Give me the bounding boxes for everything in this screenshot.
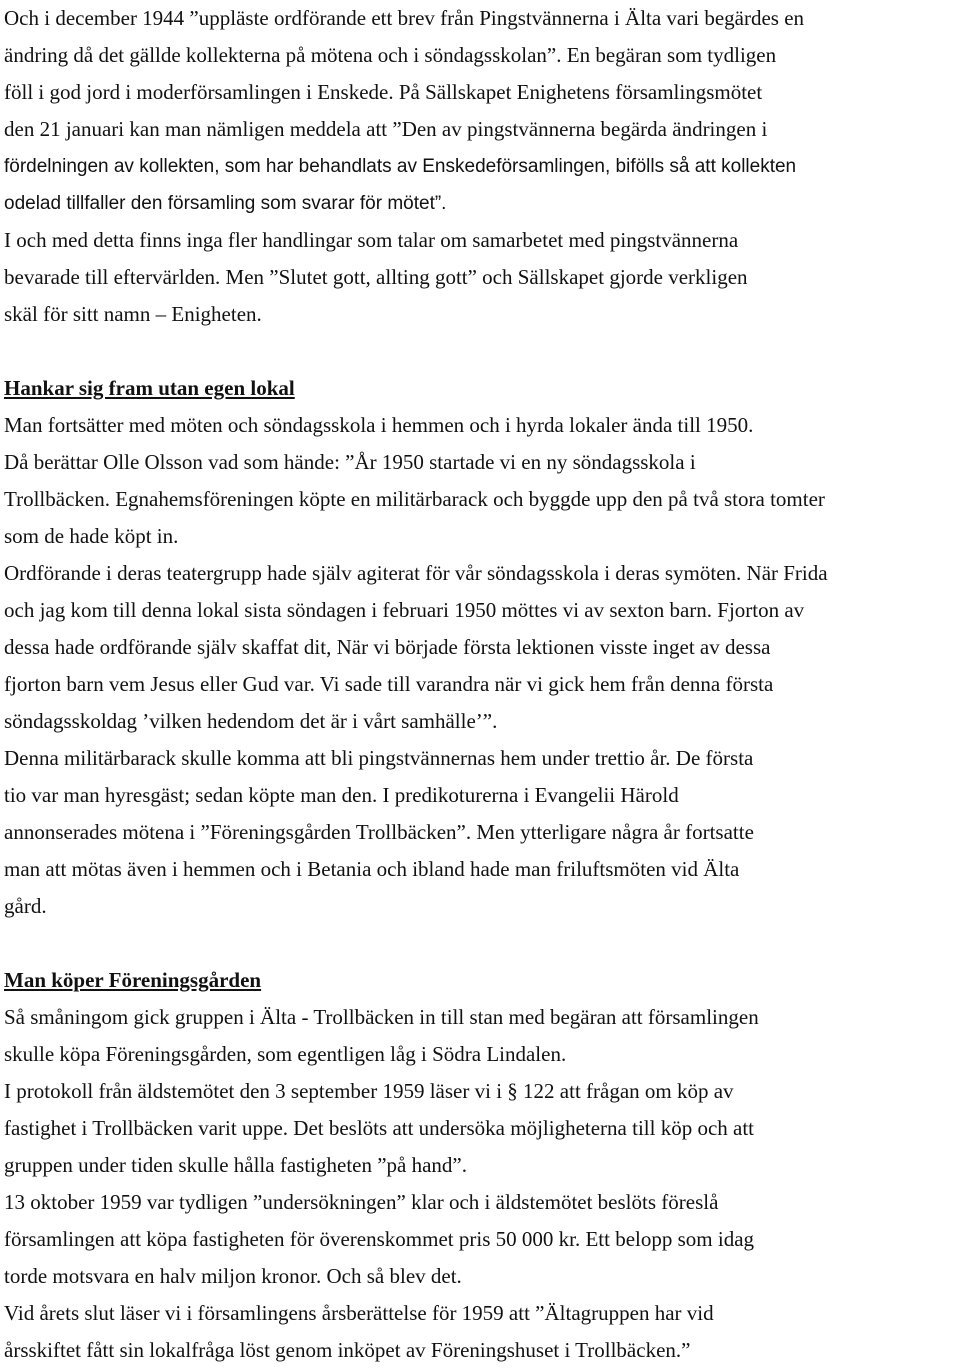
text-line: ändring då det gällde kollekterna på mötena och i söndagsskolan”. En begäran som tydligen (4, 43, 777, 67)
hankar-section (4, 370, 956, 925)
text-line: Och i december 1944 ”uppläste ordförande ett brev från Pingstvännerna i Älta vari begärdes en (4, 6, 805, 30)
text-line: och jag kom till denna lokal sista söndagen i februari 1950 möttes vi av sexton barn. Fjorton av (4, 598, 805, 622)
document-page (4, 0, 956, 1369)
text-line: odelad tillfaller den församling som svarar för mötet”. (4, 193, 447, 214)
text-line: församlingen att köpa fastigheten för överenskommet pris 50 000 kr. Ett belopp som idag (4, 1227, 755, 1251)
text-line: skäl för sitt namn – Enigheten. (4, 302, 262, 326)
text-line: annonserades mötena i ”Föreningsgården Trollbäcken”. Men ytterligare några år fortsatte (4, 820, 754, 844)
section-heading: Hankar sig fram utan egen lokal (4, 376, 295, 400)
text-line: gruppen under tiden skulle hålla fastigheten ”på hand”. (4, 1153, 468, 1177)
text-line: Man fortsätter med möten och söndagsskola i hemmen och i hyrda lokaler ända till 1950. (4, 413, 754, 437)
text-line: man att mötas även i hemmen och i Betania och ibland hade man friluftsmöten vid Älta (4, 857, 740, 881)
text-line: bevarade till eftervärlden. Men ”Slutet gott, allting gott” och Sällskapet gjorde verkligen (4, 265, 748, 289)
text-line: fastighet i Trollbäcken varit uppe. Det beslöts att undersöka möjligheterna till köp och att (4, 1116, 755, 1140)
text-line: årsskiftet fått sin lokalfråga löst genom inköpet av Föreningshuset i Trollbäcken.” (4, 1338, 691, 1362)
koper-section (4, 962, 956, 1369)
text-line: 13 oktober 1959 var tydligen ”undersökningen” klar och i äldstemötet beslöts föreslå (4, 1190, 719, 1214)
text-line: söndagsskoldag ’vilken hedendom det är i vårt samhälle’”. (4, 709, 498, 733)
paragraph-gap (4, 925, 956, 962)
section-heading: Man köper Föreningsgården (4, 968, 262, 992)
text-line: gård. (4, 894, 47, 918)
text-line: tio var man hyresgäst; sedan köpte man den. I predikoturerna i Evangelii Härold (4, 783, 679, 807)
text-line: föll i god jord i moderförsamlingen i Enskede. På Sällskapet Enighetens församlingsmötet (4, 80, 763, 104)
text-line: Trollbäcken. Egnahemsföreningen köpte en militärbarack och byggde upp den på två stora tomter (4, 487, 825, 511)
text-line: Så småningom gick gruppen i Älta - Trollbäcken in till stan med begäran att församlingen (4, 1005, 759, 1029)
text-line: fördelningen av kollekten, som har behandlats av Enskedeförsamlingen, bifölls så att kollekten (4, 156, 797, 177)
text-line: Då berättar Olle Olsson vad som hände: ”År 1950 startade vi en ny söndagsskola i (4, 450, 696, 474)
text-line: dessa hade ordförande själv skaffat dit, När vi började första lektionen visste inget av dessa (4, 635, 771, 659)
text-line: I och med detta finns inga fler handlingar som talar om samarbetet med pingstvännerna (4, 228, 739, 252)
text-line: Ordförande i deras teatergrupp hade själv agiterat för vår söndagsskola i deras symöten. När Frida (4, 561, 828, 585)
paragraph-gap (4, 333, 956, 370)
text-line: torde motsvara en halv miljon kronor. Och så blev det. (4, 1264, 462, 1288)
text-line: I protokoll från äldstemötet den 3 september 1959 läser vi i § 122 att frågan om köp av (4, 1079, 734, 1103)
text-line: Vid årets slut läser vi i församlingens årsberättelse för 1959 att ”Ältagruppen har vid (4, 1301, 714, 1325)
text-line: Denna militärbarack skulle komma att bli pingstvännernas hem under trettio år. De första (4, 746, 754, 770)
text-line: den 21 januari kan man nämligen meddela att ”Den av pingstvännerna begärda ändringen i (4, 117, 768, 141)
text-line: skulle köpa Föreningsgården, som egentligen låg i Södra Lindalen. (4, 1042, 567, 1066)
intro-section (4, 0, 956, 333)
text-line: som de hade köpt in. (4, 524, 179, 548)
text-line: fjorton barn vem Jesus eller Gud var. Vi sade till varandra när vi gick hem från denna första (4, 672, 774, 696)
